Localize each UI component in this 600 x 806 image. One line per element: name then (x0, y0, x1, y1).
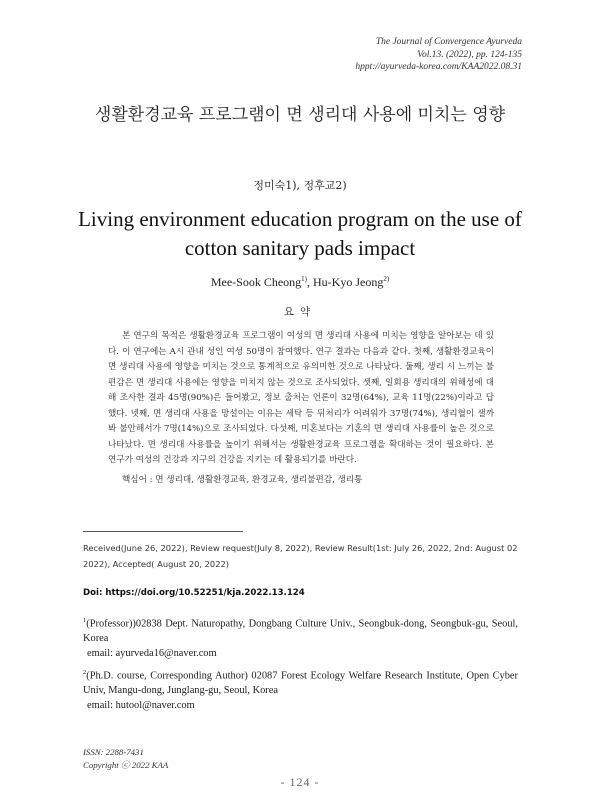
journal-header (355, 36, 522, 74)
copyright: Copyright ⓒ 2022 KAA (83, 760, 169, 770)
abstract-heading: 요약 (283, 306, 317, 318)
english-title: Living environment education program on the use of cotton sanitary pads impact (78, 207, 522, 260)
author-2-marker: 2) (383, 275, 390, 283)
affiliation-1-marker: 1 (83, 617, 87, 624)
affiliation-1-email[interactable]: email: ayurveda16@naver.com (87, 648, 217, 660)
journal-name: The Journal of Convergence Ayurveda (375, 37, 522, 47)
abstract-body: 본 연구의 목적은 생활환경교육 프로그램이 여성의 면 생리대 사용에 미치는 영향을 알아보는 데 있다. 이 연구에는 A시 관내 성인 여성 50명이 참여했다. 연구 결과는 다음과 같다. 첫째, 생활환경교육이 면 생리대 사용에 영향을 미치는 것으로 통계적으로 유의미한 것으로 나타났다. 둘째, 생리 시 느끼는 불편감은 면 생리대 사용에는 영향을 미치지 않는 것으로 조사되었다. 셋째, 일회용 생리대의 위해성에 대해 조사한 결과 45명(90%)은 들어봤고, 정보 출처는 언론이 32명(64%), 교육 11명(22%)이라고 답했다. 넷째, 면 생리대 사용을 망설이는 이유는 세탁 등 뒤처리가 어려워가 37명(74%), 생리혈이 샐까 봐 불안해서가 7명(14%)으로 조사되었다. 다섯째, 미혼보다는 기혼의 면 생리대 사용률이 높은 것으로 나타났다. 면 생리대 사용률을 높이기 위해서는 생활환경교육 프로그램을 확대하는 것이 필요하다. 본 연구가 여성의 건강과 지구의 건강을 지키는 데 활용되기를 바란다. (108, 331, 494, 465)
affiliation-2-marker: 2 (83, 669, 87, 676)
affiliation-1 (83, 613, 518, 661)
author-1-marker: 1) (301, 275, 307, 283)
issn: ISSN: 2288-7431 (83, 747, 144, 757)
page-number: - 124 - (280, 775, 320, 789)
author-1-name: Mee-Sook Cheong (210, 275, 302, 289)
affiliation-2-text: (Ph.D. course, Corresponding Author) 02087 Forest Ecology Welfare Research Institute, Open Cyber Univ, Mangu-dong, Junglang-gu, Seoul, Korea (83, 670, 518, 697)
doi-link[interactable]: Doi: https://doi.org/10.52251/kja.2022.13.124 (83, 588, 305, 598)
keywords: 핵심어 : 면 생리대, 생활환경교육, 환경교육, 생리불편감, 생리통 (122, 475, 363, 485)
footnote-divider (83, 531, 243, 532)
issn-block (83, 746, 168, 772)
korean-title: 생활환경교육 프로그램이 면 생리대 사용에 미치는 영향 (94, 105, 506, 125)
affiliation-1-text: (Professor))02838 Dept. Naturopathy, Dongbang Culture Univ., Seongbuk-dong, Seongbuk-gu, Seoul, Korea (83, 618, 518, 645)
author-2-name: Hu-Kyo Jeong (313, 275, 384, 289)
affiliation-2-email[interactable]: email: hutool@naver.com (87, 700, 195, 712)
received-dates: Received(June 26, 2022), Review request(July 8, 2022), Review Result(1st: July 26, 2022, 2nd: August 02 2022), Accepted( August 20, 2022) (83, 543, 518, 569)
korean-authors: 정미숙1), 정후교2) (253, 179, 347, 192)
journal-url: hppt://ayurveda-korea.com/KAA2022.08.31 (355, 62, 522, 72)
journal-volume: Vol.13. (2022), pp. 124-135 (417, 49, 522, 60)
author-separator: , (307, 275, 313, 289)
english-authors (0, 275, 600, 290)
affiliation-2 (83, 665, 518, 713)
